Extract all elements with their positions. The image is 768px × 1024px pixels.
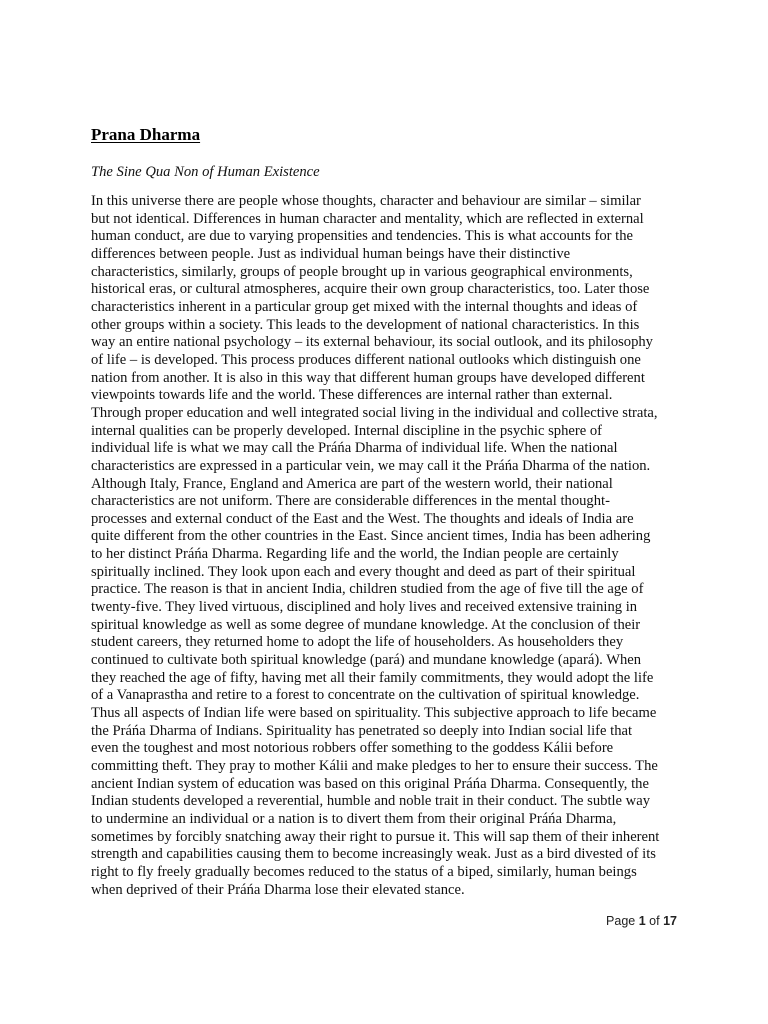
body-line: they reached the age of fifty, having met all their family commitments, they would adopt the life [91,669,654,686]
body-line: other groups within a society. This leads to the development of national characteristics. In this [91,316,640,333]
body-line: nation from another. It is also in this way that different human groups have developed different [91,369,645,386]
current-page-number: 1 [638,914,646,928]
body-line: continued to cultivate both spiritual knowledge (pará) and mundane knowledge (apará). When [91,652,642,669]
body-line: differences between people. Just as individual human beings have their distinctive [91,245,571,262]
body-line: human conduct, are due to varying propensities and tendencies. This is what accounts for the [91,228,633,245]
page-footer [606,913,677,929]
body-line: Although Italy, France, England and America are part of the western world, their national [91,475,613,492]
body-line: internal qualities can be properly developed. Internal discipline in the psychic sphere of [91,422,603,439]
body-line: way an entire national psychology – its external behaviour, its social outlook, and its philosophy [91,334,653,351]
body-line: viewpoints towards life and the world. These differences are internal rather than external. [91,387,613,404]
body-line: right to fly freely gradually becomes reduced to the status of a biped, similarly, human beings [91,863,637,880]
body-line: of life – is developed. This process produces different national outlooks which distinguish one [91,351,641,368]
body-line: committing theft. They pray to mother Kálii and make pledges to her to ensure their success. The [91,758,658,774]
page-label: Page [606,914,636,928]
body-paragraph [91,193,691,899]
page-subtitle: The Sine Qua Non of Human Existence [91,164,320,180]
total-pages-number: 17 [663,914,677,928]
body-line: characteristics inherent in a particular group get mixed with the internal thoughts and ideas of [91,298,638,315]
body-line: characteristics are not uniform. There are considerable differences in the mental thought- [91,493,610,510]
body-line: sometimes by forcibly snatching away their right to pursue it. This will sap them of their inherent [91,828,660,845]
body-line: spiritual knowledge as well as some degree of mundane knowledge. At the conclusion of their [91,616,641,633]
body-line: characteristics are expressed in a particular vein, we may call it the Práńa Dharma of the nation. [91,457,651,474]
body-line: Through proper education and well integrated social living in the individual and collective strata, [91,404,658,421]
body-line: strength and capabilities causing them to become increasingly weak. Just as a bird divested of its [91,846,656,863]
body-line: even the toughest and most notorious robbers offer something to the goddess Kálii before [91,740,614,757]
body-line: but not identical. Differences in human character and mentality, which are reflected in external [91,210,644,227]
of-label: of [649,914,660,928]
body-line: twenty-five. They lived virtuous, disciplined and holy lives and received extensive training in [91,599,638,616]
body-line: spiritually inclined. They look upon each and every thought and deed as part of their spiritual [91,563,636,580]
body-line: to undermine an individual or a nation is to divert them from their original Práńa Dharma, [91,810,617,827]
body-line: characteristics, similarly, groups of people brought up in various geographical environments, [91,263,633,280]
body-line: quite different from the other countries in the East. Since ancient times, India has been adhering [91,528,651,545]
body-line: Thus all aspects of Indian life were based on spirituality. This subjective approach to life became [91,705,657,722]
body-line: when deprived of their Práńa Dharma lose their elevated stance. [91,881,465,898]
body-line: of a Vanaprastha and retire to a forest to concentrate on the cultivation of spiritual knowledge. [91,687,640,704]
body-line: the Práńa Dharma of Indians. Spirituality has penetrated so deeply into Indian social life that [91,722,633,739]
body-line: individual life is what we may call the Práńa Dharma of individual life. When the national [91,440,618,457]
body-line: historical eras, or cultural atmospheres, acquire their own group characteristics, too. Later those [91,281,650,298]
body-line: student careers, they returned home to adopt the life of householders. As householders they [91,634,624,651]
body-line: Indian students developed a reverential, humble and noble trait in their conduct. The subtle way [91,793,650,810]
page-title: Prana Dharma [91,125,201,144]
body-line: In this universe there are people whose thoughts, character and behaviour are similar – similar [91,193,641,209]
body-line: practice. The reason is that in ancient India, children studied from the age of five till the age of [91,581,644,598]
body-line: ancient Indian system of education was based on this original Práńa Dharma. Consequently, the [91,775,649,792]
body-line: processes and external conduct of the East and the West. The thoughts and ideals of India are [91,510,634,527]
body-line: to her distinct Práńa Dharma. Regarding life and the world, the Indian people are certainly [91,546,619,563]
